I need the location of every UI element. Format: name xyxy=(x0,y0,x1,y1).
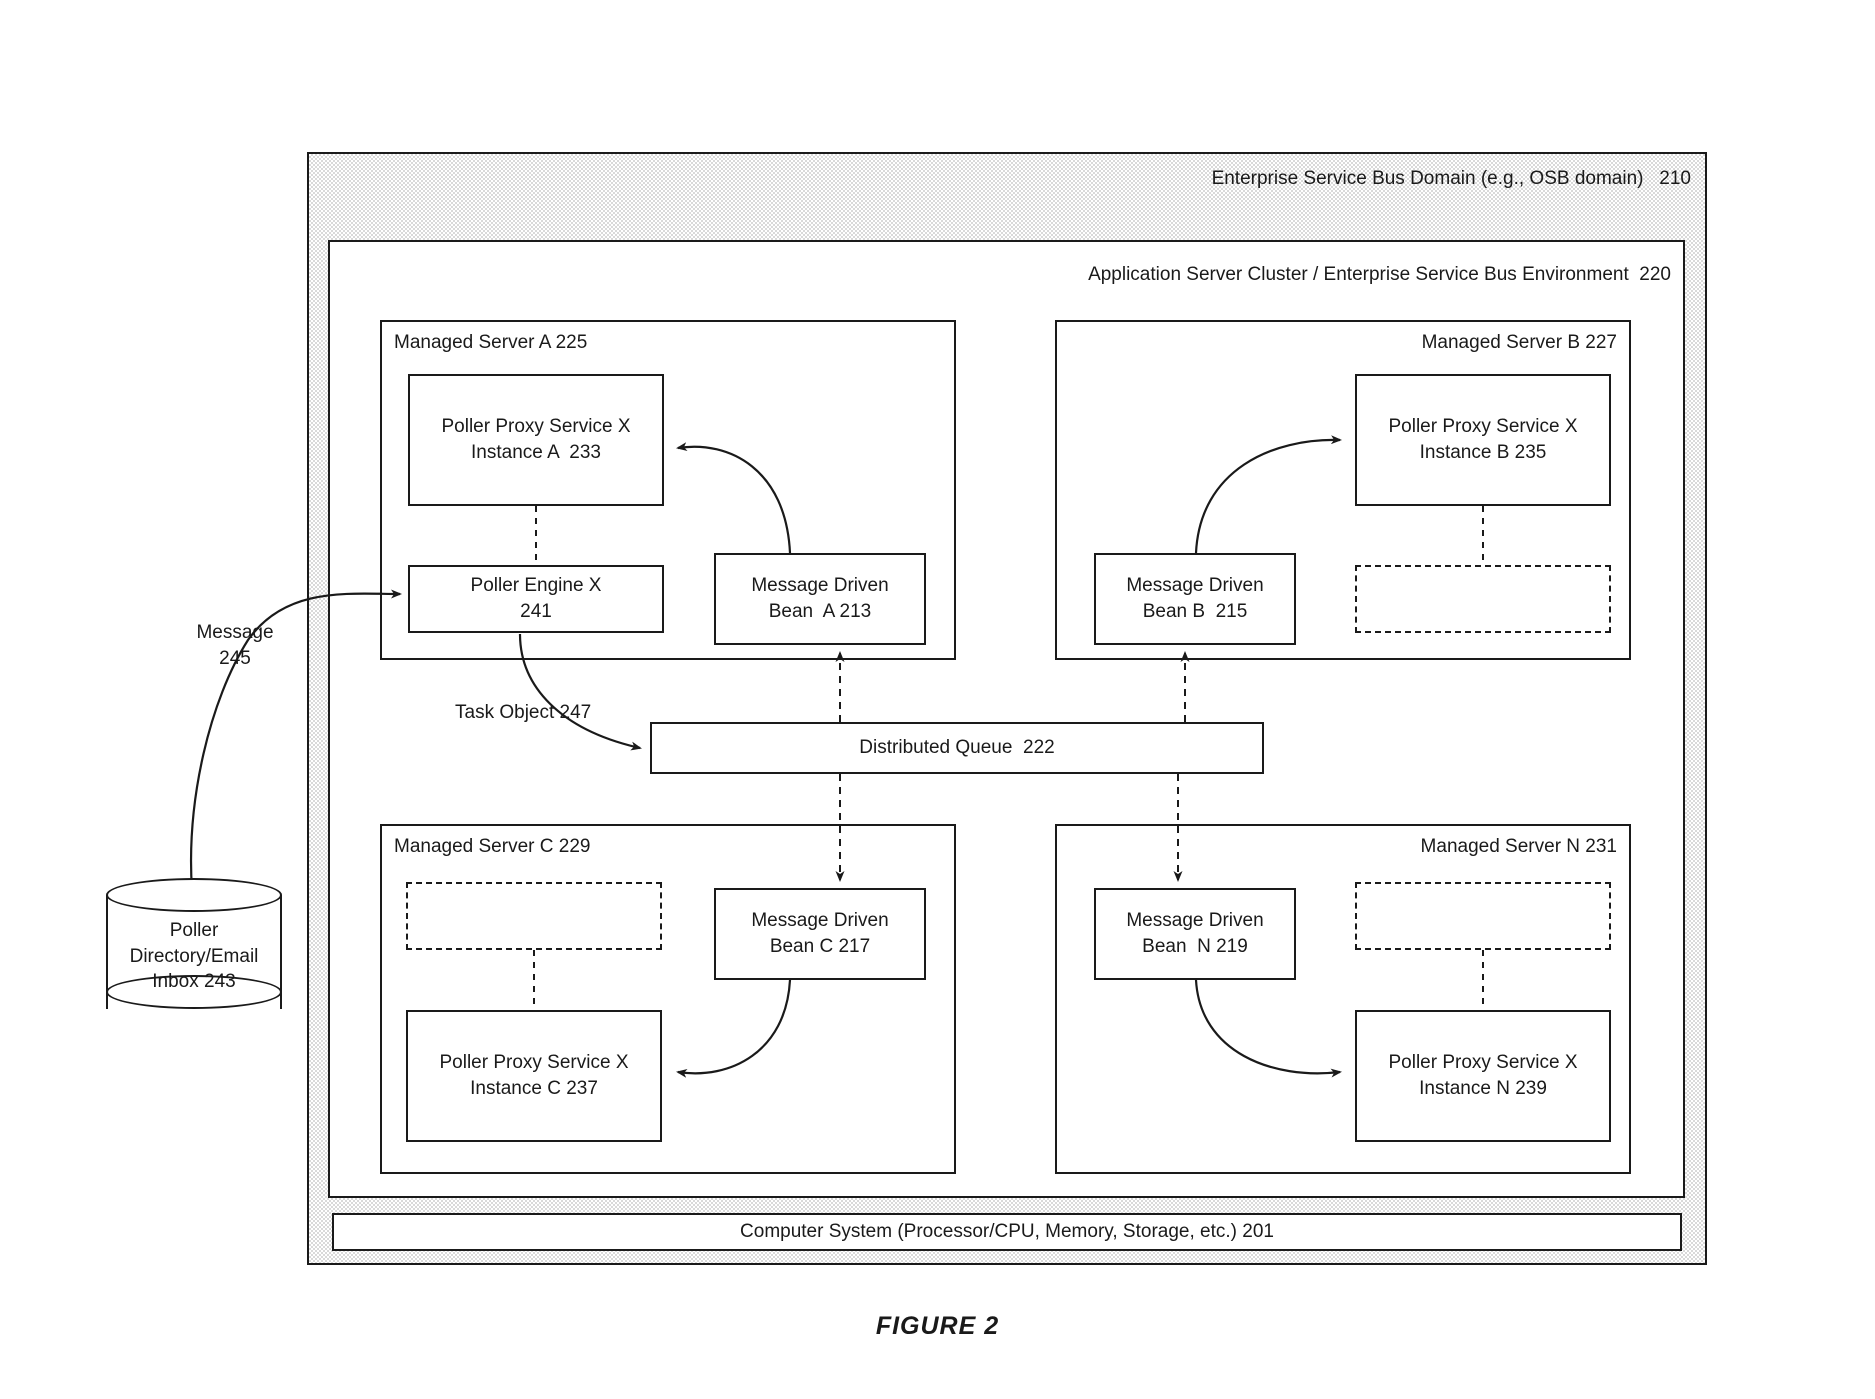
poller-engine-line2: 241 xyxy=(520,601,552,622)
poller-proxy-b-line2: Instance B 235 xyxy=(1419,442,1547,463)
poller-proxy-a-line2: Instance A 233 xyxy=(471,442,601,463)
figure-caption: FIGURE 2 xyxy=(875,1312,1000,1340)
managed-server-c-label: Managed Server C 229 xyxy=(394,836,591,857)
poller-proxy-n-line1: Poller Proxy Service X xyxy=(1388,1052,1578,1074)
message-driven-bean-c xyxy=(714,888,926,980)
poller-proxy-c-line1: Poller Proxy Service X xyxy=(439,1052,629,1074)
mdb-n-line1: Message Driven xyxy=(1126,910,1264,932)
message-driven-bean-n xyxy=(1094,888,1296,980)
computer-system-label: Computer System (Processor/CPU, Memory, Storage, etc.) 201 xyxy=(740,1221,1274,1242)
distributed-queue xyxy=(650,722,1264,774)
message-245-label: Message 245 xyxy=(196,622,274,669)
inactive-poller-engine-placeholder-c xyxy=(406,882,662,950)
poller-proxy-b-line1: Poller Proxy Service X xyxy=(1388,416,1578,438)
poller-proxy-service-instance-a xyxy=(408,374,664,506)
poller-inbox-line3: Inbox 243 xyxy=(152,971,236,993)
poller-proxy-n-line2: Instance N 239 xyxy=(1419,1078,1547,1099)
poller-proxy-service-instance-n xyxy=(1355,1010,1611,1142)
inactive-poller-engine-placeholder-n xyxy=(1355,882,1611,950)
poller-proxy-service-instance-b xyxy=(1355,374,1611,506)
poller-proxy-c-line2: Instance C 237 xyxy=(470,1078,598,1099)
poller-inbox-line1: Poller xyxy=(169,920,219,941)
distributed-queue-label: Distributed Queue 222 xyxy=(859,737,1055,758)
poller-proxy-service-instance-c xyxy=(406,1010,662,1142)
esb-domain-label: Enterprise Service Bus Domain (e.g., OSB domain) 210 xyxy=(1211,168,1691,189)
managed-server-n-label: Managed Server N 231 xyxy=(1420,836,1617,857)
managed-server-a-label: Managed Server A 225 xyxy=(394,332,588,353)
poller-engine-x xyxy=(408,565,664,633)
message-driven-bean-b xyxy=(1094,553,1296,645)
poller-engine-line1: Poller Engine X xyxy=(470,575,602,597)
poller-proxy-a-line1: Poller Proxy Service X xyxy=(441,416,631,438)
cylinder-top xyxy=(106,878,282,912)
task-object-247-label: Task Object 247 xyxy=(455,702,592,723)
mdb-c-line1: Message Driven xyxy=(751,910,889,932)
inactive-poller-engine-placeholder-b xyxy=(1355,565,1611,633)
mdb-n-line2: Bean N 219 xyxy=(1142,936,1248,957)
mdb-a-line1: Message Driven xyxy=(751,575,889,597)
application-server-cluster-label: Application Server Cluster / Enterprise Service Bus Environment 220 xyxy=(1088,264,1671,285)
computer-system-bar xyxy=(332,1213,1682,1251)
mdb-b-line2: Bean B 215 xyxy=(1142,601,1248,622)
poller-inbox-text xyxy=(106,918,282,995)
message-driven-bean-a xyxy=(714,553,926,645)
mdb-a-line2: Bean A 213 xyxy=(768,601,872,622)
poller-inbox-line2: Directory/Email xyxy=(129,945,259,967)
mdb-c-line2: Bean C 217 xyxy=(769,936,871,957)
poller-directory-email-inbox xyxy=(106,878,282,1026)
managed-server-b-label: Managed Server B 227 xyxy=(1421,332,1617,353)
mdb-b-line1: Message Driven xyxy=(1126,575,1264,597)
